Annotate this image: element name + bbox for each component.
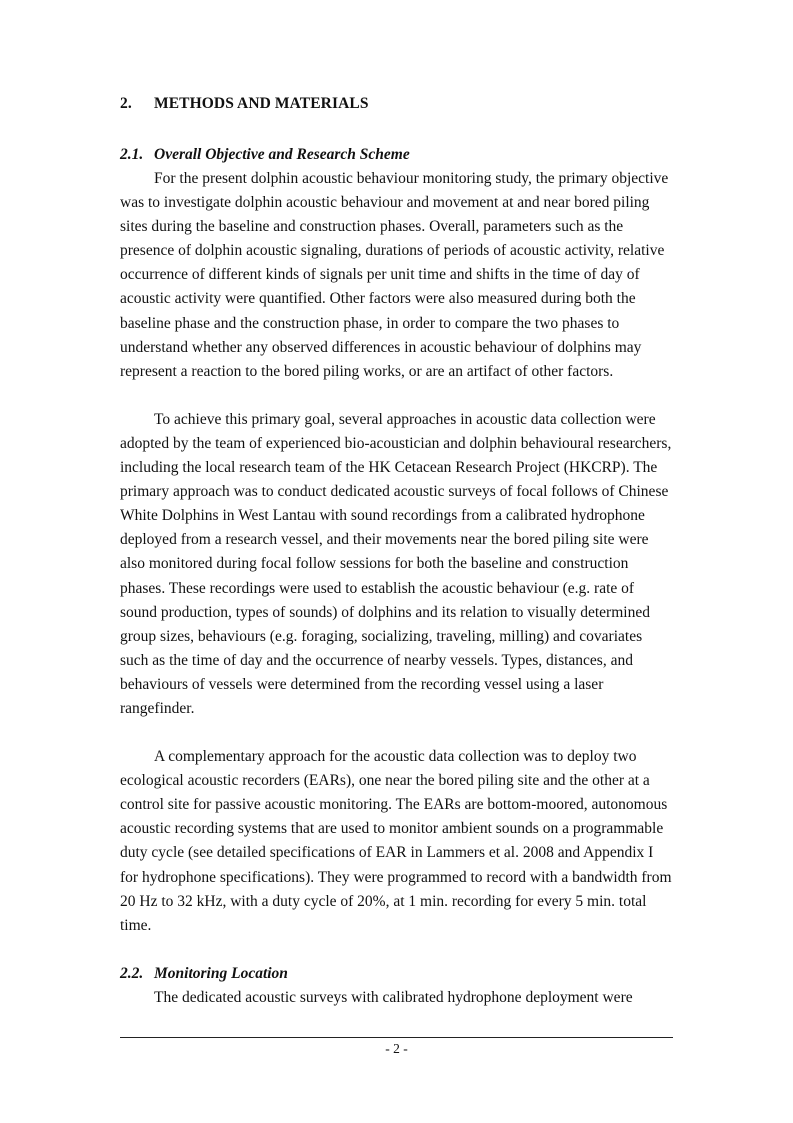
footer-divider [120, 1037, 673, 1038]
subsection-heading-objective [120, 143, 673, 167]
paragraph-approaches: To achieve this primary goal, several approaches in acoustic data collection were adopted by the team of experienced bio-acoustician and dolphin behavioural researchers, including the local research team of the HK Cetacean Research Project (HKCRP). The primary approach was to conduct dedicated acoustic surveys of focal follows of Chinese White Dolphins in West Lantau with sound recordings from a calibrated hydrophone deployed from a research vessel, and their movements near the bored piling site were also monitored during focal follow sessions for both the baseline and construction phases. These recordings were used to establish the acoustic behaviour (e.g. rate of sound production, types of sounds) of dolphins and its relation to visually determined group sizes, behaviours (e.g. foraging, socializing, traveling, milling) and covariates such as the time of day and the occurrence of nearby vessels. Types, distances, and behaviours of vessels were determined from the recording vessel using a laser rangefinder. [120, 410, 672, 717]
section-title: METHODS AND MATERIALS [154, 95, 369, 112]
subsection-title: Overall Objective and Research Scheme [154, 146, 410, 163]
paragraph-complementary-approach: A complementary approach for the acoustic data collection was to deploy two ecological acoustic recorders (EARs), one near the bored piling site and the other at a control site for passive acoustic monitoring. The EARs are bottom-moored, autonomous acoustic recording systems that are used to monitor ambient sounds on a programmable duty cycle (see detailed specifications of EAR in Lammers et al. 2008 and Appendix I for hydrophone specifications). They were programmed to record with a bandwidth from 20 Hz to 32 kHz, with a duty cycle of 20%, at 1 min. recording for every 5 min. total time. [120, 748, 672, 934]
subsection-number: 2.1. [120, 146, 144, 163]
section-heading [120, 92, 673, 116]
paragraph-monitoring-location: The dedicated acoustic surveys with calibrated hydrophone deployment were [154, 988, 633, 1006]
paragraph-primary-objective: For the present dolphin acoustic behaviour monitoring study, the primary objective was to investigate dolphin acoustic behaviour and movement at and near bored piling sites during the baseline and construction phases. Overall, parameters such as the presence of dolphin acoustic signaling, durations of periods of acoustic activity, relative occurrence of different kinds of signals per unit time and shifts in the time of day of acoustic activity were quantified. Other factors were also measured during both the baseline phase and the construction phase, in order to compare the two phases to understand whether any observed differences in acoustic behaviour of dolphins may represent a reaction to the bored piling works, or are an artifact of other factors. [120, 170, 669, 380]
subsection-title: Monitoring Location [154, 964, 288, 982]
subsection-heading-location [120, 962, 673, 986]
section-number: 2. [120, 95, 132, 112]
document-page [120, 92, 673, 1010]
page-number: - 2 - [385, 1041, 408, 1056]
subsection-number: 2.2. [120, 964, 144, 982]
